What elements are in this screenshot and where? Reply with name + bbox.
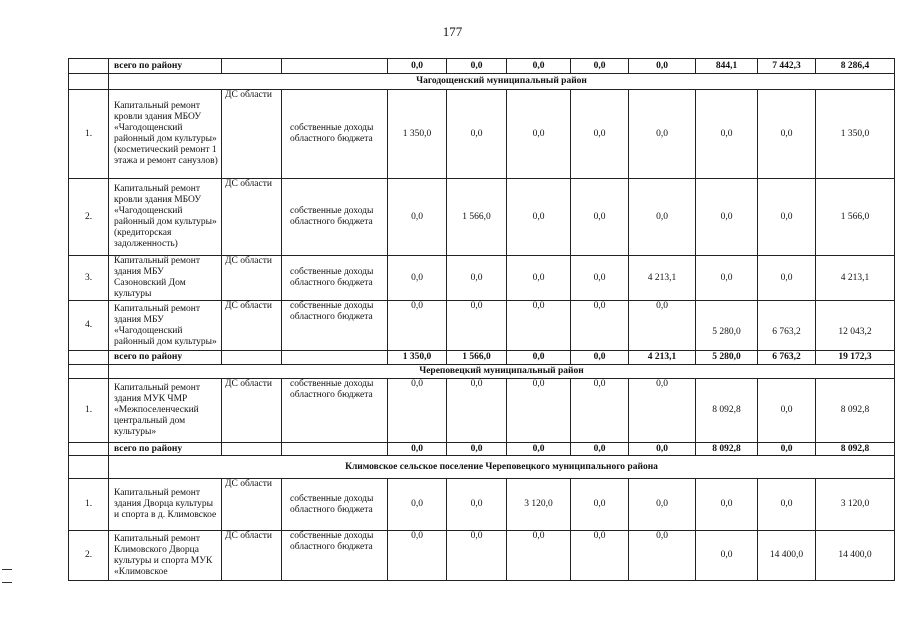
row-number: 3.: [69, 256, 109, 301]
row-number: 1.: [69, 379, 109, 443]
value-cell: 1 350,0: [816, 90, 895, 179]
value-cell: 0,0: [447, 379, 507, 443]
section-title: Климовское сельское поселение Череповецкого муниципального района: [109, 456, 895, 479]
value-cell: 0,0: [696, 531, 758, 581]
funding-source: собственные доходы областного бюджета: [282, 531, 388, 581]
value-cell: 0,0: [629, 301, 696, 351]
total-value: 0,0: [388, 443, 447, 456]
object-name: Капитальный ремонт здания МБУ Сазоновский Дом культуры: [109, 256, 222, 301]
funding-source: собственные доходы областного бюджета: [282, 301, 388, 351]
value-cell: 5 280,0: [696, 301, 758, 351]
object-name: Капитальный ремонт здания МУК ЧМР «Межпоселенческий центральный дом культуры»: [109, 379, 222, 443]
value-cell: 0,0: [388, 379, 447, 443]
responsible: ДС области: [222, 531, 282, 581]
value-cell: 0,0: [447, 531, 507, 581]
value-cell: 0,0: [758, 256, 816, 301]
section-header-row: [69, 74, 895, 90]
total-value: 0,0: [629, 443, 696, 456]
funding-source: собственные доходы областного бюджета: [282, 479, 388, 531]
section-title: Чагодощенский муниципальный район: [109, 74, 895, 90]
funding-source: собственные доходы областного бюджета: [282, 379, 388, 443]
value-cell: 0,0: [696, 179, 758, 256]
value-cell: 0,0: [507, 90, 571, 179]
value-cell: 8 092,8: [816, 379, 895, 443]
value-cell: 14 400,0: [758, 531, 816, 581]
value-cell: 0,0: [571, 531, 629, 581]
value-cell: 0,0: [571, 256, 629, 301]
value-cell: 0,0: [758, 90, 816, 179]
value-cell: 0,0: [758, 479, 816, 531]
value-cell: 0,0: [447, 90, 507, 179]
total-value: 8 092,8: [696, 443, 758, 456]
budget-table: [68, 58, 895, 581]
value-cell: 0,0: [388, 531, 447, 581]
row-number: 4.: [69, 301, 109, 351]
object-name: Капитальный ремонт кровли здания МБОУ «Чагодощенский районный дом культуры» (кредиторская задолженность): [109, 179, 222, 256]
value-cell: 0,0: [388, 301, 447, 351]
value-cell: 0,0: [507, 179, 571, 256]
total-value: 8 092,8: [816, 443, 895, 456]
row-number: 2.: [69, 531, 109, 581]
value-cell: 3 120,0: [507, 479, 571, 531]
table-row: [69, 90, 895, 179]
table-cell: [69, 365, 109, 379]
value-cell: 8 092,8: [696, 379, 758, 443]
section-title: Череповецкий муниципальный район: [109, 365, 895, 379]
table-cell: [69, 456, 109, 479]
total-label: всего по району: [109, 59, 222, 74]
responsible: ДС области: [222, 301, 282, 351]
total-value: 5 280,0: [696, 351, 758, 365]
page-number: 177: [442, 24, 463, 39]
table-cell: [282, 351, 388, 365]
section-header-row: [69, 365, 895, 379]
value-cell: 0,0: [758, 379, 816, 443]
total-label: всего по району: [109, 443, 222, 456]
total-value: 1 566,0: [447, 351, 507, 365]
table-row: [69, 256, 895, 301]
value-cell: 0,0: [629, 90, 696, 179]
section-header-row: [69, 456, 895, 479]
total-value: 0,0: [571, 351, 629, 365]
value-cell: 0,0: [447, 301, 507, 351]
value-cell: 0,0: [507, 379, 571, 443]
value-cell: 0,0: [629, 479, 696, 531]
value-cell: 0,0: [571, 479, 629, 531]
value-cell: 0,0: [388, 479, 447, 531]
object-name: Капитальный ремонт здания МБУ «Чагодощенский районный дом культуры»: [109, 301, 222, 351]
object-name: Капитальный ремонт Климовского Дворца культуры и спорта МУК «Климовское: [109, 531, 222, 581]
table-cell: [222, 59, 282, 74]
funding-source: собственные доходы областного бюджета: [282, 179, 388, 256]
value-cell: 0,0: [447, 256, 507, 301]
funding-source: собственные доходы областного бюджета: [282, 256, 388, 301]
district-total-row: [69, 351, 895, 365]
responsible: ДС области: [222, 479, 282, 531]
table-cell: [282, 59, 388, 74]
value-cell: 0,0: [388, 179, 447, 256]
value-cell: 0,0: [388, 256, 447, 301]
value-cell: 6 763,2: [758, 301, 816, 351]
value-cell: 0,0: [696, 90, 758, 179]
total-value: 0,0: [629, 59, 696, 74]
table-row: [69, 531, 895, 581]
value-cell: 0,0: [507, 301, 571, 351]
responsible: ДС области: [222, 256, 282, 301]
value-cell: 0,0: [629, 531, 696, 581]
total-value: 8 286,4: [816, 59, 895, 74]
table-row: [69, 301, 895, 351]
table-row: [69, 479, 895, 531]
table-cell: [222, 443, 282, 456]
funding-source: собственные доходы областного бюджета: [282, 90, 388, 179]
total-value: 0,0: [447, 59, 507, 74]
value-cell: 1 566,0: [816, 179, 895, 256]
value-cell: 0,0: [507, 531, 571, 581]
district-total-row: [69, 59, 895, 74]
value-cell: 12 043,2: [816, 301, 895, 351]
total-value: 0,0: [571, 59, 629, 74]
total-value: 0,0: [388, 59, 447, 74]
value-cell: 0,0: [629, 179, 696, 256]
value-cell: 0,0: [571, 90, 629, 179]
value-cell: 0,0: [696, 256, 758, 301]
table-cell: [282, 443, 388, 456]
object-name: Капитальный ремонт кровли здания МБОУ «Чагодощенский районный дом культуры» (косметический ремонт 1 этажа и ремонт санузлов): [109, 90, 222, 179]
row-number: 2.: [69, 179, 109, 256]
table-cell: [69, 74, 109, 90]
value-cell: 0,0: [447, 479, 507, 531]
table-cell: [69, 443, 109, 456]
total-value: 844,1: [696, 59, 758, 74]
total-value: 0,0: [447, 443, 507, 456]
value-cell: 0,0: [571, 179, 629, 256]
total-label: всего по району: [109, 351, 222, 365]
district-total-row: [69, 443, 895, 456]
total-value: 7 442,3: [758, 59, 816, 74]
total-value: 1 350,0: [388, 351, 447, 365]
budget-table-wrap: [68, 58, 895, 581]
table-cell: [69, 351, 109, 365]
row-number: 1.: [69, 479, 109, 531]
value-cell: 14 400,0: [816, 531, 895, 581]
total-value: 19 172,3: [816, 351, 895, 365]
value-cell: 3 120,0: [816, 479, 895, 531]
row-number: 1.: [69, 90, 109, 179]
table-cell: [222, 351, 282, 365]
responsible: ДС области: [222, 379, 282, 443]
value-cell: 4 213,1: [816, 256, 895, 301]
total-value: 0,0: [571, 443, 629, 456]
value-cell: 1 566,0: [447, 179, 507, 256]
total-value: 0,0: [507, 351, 571, 365]
total-value: 0,0: [507, 59, 571, 74]
value-cell: 0,0: [629, 379, 696, 443]
value-cell: 4 213,1: [629, 256, 696, 301]
object-name: Капитальный ремонт здания Дворца культуры и спорта в д. Климовское: [109, 479, 222, 531]
margin-mark: [2, 569, 12, 570]
table-row: [69, 179, 895, 256]
value-cell: 0,0: [696, 479, 758, 531]
total-value: 0,0: [507, 443, 571, 456]
total-value: 4 213,1: [629, 351, 696, 365]
total-value: 0,0: [758, 443, 816, 456]
value-cell: 0,0: [758, 179, 816, 256]
value-cell: 0,0: [571, 379, 629, 443]
value-cell: 0,0: [571, 301, 629, 351]
responsible: ДС области: [222, 179, 282, 256]
table-cell: [69, 59, 109, 74]
table-row: [69, 379, 895, 443]
responsible: ДС области: [222, 90, 282, 179]
value-cell: 0,0: [507, 256, 571, 301]
margin-mark: [2, 582, 12, 583]
value-cell: 1 350,0: [388, 90, 447, 179]
total-value: 6 763,2: [758, 351, 816, 365]
